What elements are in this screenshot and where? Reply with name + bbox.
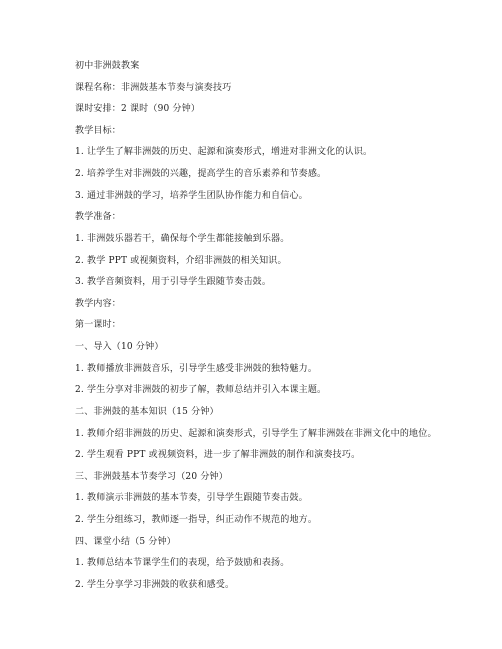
objective-item: 1. 让学生了解非洲鼓的历史、起源和演奏形式，增进对非洲文化的认识。 xyxy=(75,147,373,157)
lesson-heading: 第一课时： xyxy=(75,320,122,330)
part-item: 2. 学生分享学习非洲鼓的收获和感受。 xyxy=(75,580,235,590)
preparation-item: 1. 非洲鼓乐器若干，确保每个学生都能接触到乐器。 xyxy=(75,234,290,244)
objective-item: 3. 通过非洲鼓的学习，培养学生团队协作能力和自信心。 xyxy=(75,191,308,201)
section-heading-objectives: 教学目标： xyxy=(75,126,122,136)
preparation-item: 2. 教学 PPT 或视频资料，介绍非洲鼓的相关知识。 xyxy=(75,256,287,266)
part-item: 1. 教师介绍非洲鼓的历史、起源和演奏形式，引导学生了解非洲鼓在非洲文化中的地位。 xyxy=(75,429,437,439)
course-schedule: 课时安排：2 课时（90 分钟） xyxy=(75,104,201,114)
part-item: 2. 学生观看 PPT 或视频资料，进一步了解非洲鼓的制作和演奏技巧。 xyxy=(75,450,361,460)
part-item: 2. 学生分组练习，教师逐一指导，纠正动作不规范的地方。 xyxy=(75,515,318,525)
part-item: 1. 教师总结本节课学生们的表现，给予鼓励和表扬。 xyxy=(75,558,290,568)
part-item: 2. 学生分享对非洲鼓的初步了解，教师总结并引入本课主题。 xyxy=(75,385,327,395)
objective-item: 2. 培养学生对非洲鼓的兴趣，提高学生的音乐素养和节奏感。 xyxy=(75,169,327,179)
part-heading: 一、导入（10 分钟） xyxy=(75,342,164,352)
section-heading-preparation: 教学准备： xyxy=(75,212,122,222)
preparation-item: 3. 教学音频资料，用于引导学生跟随节奏击鼓。 xyxy=(75,277,272,287)
part-heading: 三、非洲鼓基本节奏学习（20 分钟） xyxy=(75,472,228,482)
part-heading: 二、非洲鼓的基本知识（15 分钟） xyxy=(75,407,219,417)
section-heading-content: 教学内容： xyxy=(75,299,122,309)
part-heading: 四、课堂小结（5 分钟） xyxy=(75,537,176,547)
part-item: 1. 教师播放非洲鼓音乐，引导学生感受非洲鼓的独特魅力。 xyxy=(75,364,318,374)
course-name: 课程名称：非洲鼓基本节奏与演奏技巧 xyxy=(75,83,232,93)
document-title: 初中非洲鼓教案 xyxy=(75,61,140,71)
part-item: 1. 教师演示非洲鼓的基本节奏，引导学生跟随节奏击鼓。 xyxy=(75,493,308,503)
